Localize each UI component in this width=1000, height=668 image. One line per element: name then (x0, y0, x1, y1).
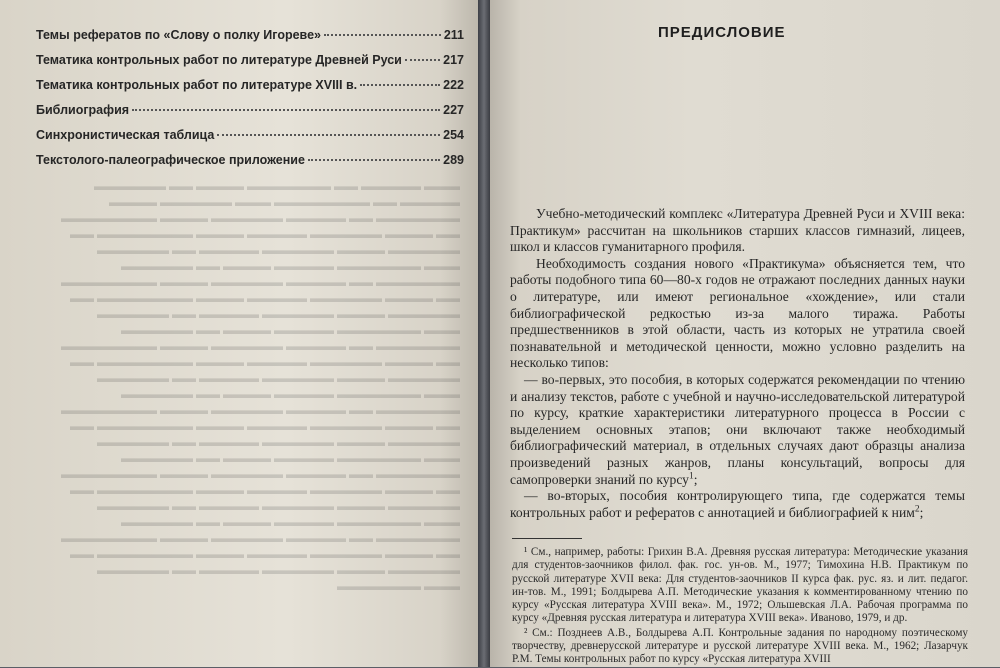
preface-paragraph: Учебно-методический комплекс «Литература Древней Руси и XVIII века: Практикум» рассчитан на школьников старших классов гимназий, лицеев, школ и классов гуманитарного профиля. (510, 206, 965, 255)
left-page (0, 0, 478, 667)
toc-leader-dots (324, 34, 441, 36)
toc-entry-title: Текстолого-палеографическое приложение (36, 153, 305, 167)
toc-leader-dots (360, 84, 440, 86)
toc-entry-title: Синхронистическая таблица (36, 128, 215, 142)
footnote-marker: 2 (914, 504, 920, 515)
footnotes (512, 546, 968, 668)
toc-entry-page: 211 (443, 28, 464, 42)
preface-list-text: — во-первых, это пособия, в которых содержатся рекомендации по чтению и анализу текстов, работе с учебной и научно-исследовательской литературой по курсу, краткие характеристики литературного процесса в России с выделением основных этапов; они включают также необходимый библиографический материал, в отдельных случаях дают образцы анализа произведений разных жанров, планы консультаций, вопросы для самопроверки знаний по курсу (510, 371, 965, 487)
toc-entry (36, 28, 464, 53)
bleed-through-texture: ▬▬▬ ▬▬▬▬▬ ▬▬ ▬▬▬▬▬▬▬ ▬▬▬▬ ▬▬ ▬▬▬▬▬▬ ▬▬▬▬▬ ▬▬ ▬▬▬▬▬▬▬▬ ▬▬▬ ▬▬▬▬▬▬ ▬▬▬▬ ▬▬▬▬▬▬▬ ▬▬ ▬▬▬▬▬ ▬▬▬▬▬▬ ▬▬▬▬ ▬▬▬▬▬▬▬▬ ▬▬ ▬▬▬▬ ▬▬▬▬▬▬ ▬▬▬▬▬ ▬▬▬▬ ▬▬▬▬▬▬▬▬ ▬▬ ▬▬▬▬▬▬ ▬▬▬▬ ▬▬▬▬▬▬ ▬▬▬▬▬ ▬▬ ▬▬▬▬▬▬ ▬▬▬ ▬▬▬▬▬▬▬ ▬▬▬▬▬ ▬▬▬▬ ▬▬ ▬▬▬▬▬▬ ▬▬▬▬▬▬▬ ▬▬ ▬▬▬▬▬ ▬▬▬▬▬▬ ▬▬▬▬ ▬▬▬▬▬▬▬▬ ▬▬ ▬▬▬▬ ▬▬▬▬▬▬ ▬▬▬▬▬ ▬▬▬▬ ▬▬▬▬▬▬▬▬ ▬▬ ▬▬▬▬▬▬ ▬▬▬▬ ▬▬▬▬▬▬ ▬▬▬▬▬ ▬▬ ▬▬▬▬▬▬ ▬▬▬ ▬▬▬▬▬▬▬ ▬▬▬▬▬ ▬▬▬▬ ▬▬ ▬▬▬▬▬▬ ▬▬▬▬▬▬▬ ▬▬ ▬▬▬▬▬ ▬▬▬▬▬▬ ▬▬▬▬ ▬▬▬▬▬▬▬▬ ▬▬ ▬▬▬▬ ▬▬▬▬▬▬ ▬▬▬▬▬ ▬▬▬▬ ▬▬▬▬▬▬▬▬ ▬▬ ▬▬▬▬▬▬ ▬▬▬▬ ▬▬▬▬▬▬ ▬▬▬▬▬ ▬▬ ▬▬▬▬▬▬ ▬▬▬ ▬▬▬▬▬▬▬ ▬▬▬▬▬ ▬▬▬▬ ▬▬ ▬▬▬▬▬▬ ▬▬▬▬▬▬▬ ▬▬ ▬▬▬▬▬ ▬▬▬▬▬▬ ▬▬▬▬ ▬▬▬▬▬▬▬▬ ▬▬ ▬▬▬▬ ▬▬▬▬▬▬ ▬▬▬▬▬ ▬▬▬▬ ▬▬▬▬▬▬▬▬ ▬▬ ▬▬▬▬▬▬ ▬▬▬▬ ▬▬▬▬▬▬ ▬▬▬▬▬ ▬▬ ▬▬▬▬▬▬ ▬▬▬ ▬▬▬▬▬▬▬ ▬▬▬▬▬ ▬▬▬▬ ▬▬ ▬▬▬▬▬▬ ▬▬▬▬▬▬▬ ▬▬ ▬▬▬▬▬ ▬▬▬▬▬▬ ▬▬▬▬ ▬▬▬▬▬▬▬▬ ▬▬ ▬▬▬▬ ▬▬▬▬▬▬ ▬▬▬▬▬ ▬▬▬▬ ▬▬▬▬▬▬▬▬ ▬▬ ▬▬▬▬▬▬ ▬▬▬▬ ▬▬▬▬▬▬ ▬▬▬▬▬ ▬▬ ▬▬▬▬▬▬ ▬▬▬ ▬▬▬▬▬▬▬ ▬▬▬▬▬ ▬▬▬▬ ▬▬ ▬▬▬▬▬▬ ▬▬▬▬▬▬▬ ▬▬ ▬▬▬▬▬ ▬▬▬▬▬▬ ▬▬▬▬ ▬▬▬▬▬▬▬▬ ▬▬ ▬▬▬▬ ▬▬▬▬▬▬ ▬▬▬▬▬ ▬▬▬▬ ▬▬▬▬▬▬▬▬ ▬▬ ▬▬▬▬▬▬ ▬▬▬▬ ▬▬▬▬▬▬ ▬▬▬▬▬ ▬▬ ▬▬▬▬▬▬ ▬▬▬ ▬▬▬▬▬▬▬ (61, 179, 460, 593)
preface-body (510, 206, 965, 521)
toc-entry (36, 53, 464, 78)
toc-entry (36, 128, 464, 153)
preface-heading: ПРЕДИСЛОВИЕ (658, 24, 786, 41)
preface-list-text: — во-вторых, пособия контролирующего типа, где содержатся темы контрольных работ и рефератов с аннотацией и библиографией к ним (510, 488, 965, 520)
toc-entry-page: 289 (443, 153, 464, 167)
list-punctuation: ; (919, 504, 924, 520)
toc-entry (36, 78, 464, 103)
toc-entry-title: Тематика контрольных работ по литературе XVIII в. (36, 78, 358, 92)
toc-leader-dots (405, 59, 440, 61)
toc-leader-dots (308, 159, 440, 161)
toc-entry-page: 254 (443, 128, 464, 142)
footnote-marker: 1 (688, 470, 694, 481)
preface-list-item (510, 372, 965, 488)
table-of-contents (36, 28, 464, 178)
toc-leader-dots (217, 134, 440, 136)
toc-entry (36, 153, 464, 178)
toc-entry-title: Темы рефератов по «Слову о полку Игореве» (36, 28, 321, 42)
toc-entry-page: 222 (443, 78, 464, 92)
toc-leader-dots (132, 109, 440, 111)
toc-entry (36, 103, 464, 128)
footnote: ¹ См., например, работы: Грихин В.А. Древняя русская литература: Методические указания для студентов-заочников филол. фак. гос. ун-ов. М., 1977; Тимохина Н.В. Практикум по русской литературе XVII века: Для студентов-заочников II курса фак. рус. яз. и лит. педагог. ин-тов. М., 1991; Болдырева А.П. Методические указания к комментированному чтению по курсу «Русская литература XVIII века». М., 1972; Ольшевская Л.А. Рабочая программа по курсу «Древняя русская литература и литература XVIII века». Иваново, 1979, и др. (512, 546, 968, 625)
footnote-separator (512, 538, 582, 539)
toc-entry-page: 217 (443, 53, 464, 67)
toc-entry-title: Библиография (36, 103, 130, 117)
preface-paragraph: Необходимость создания нового «Практикума» объясняется тем, что работы подобного типа 60—80-х годов не отражают последних данных науки о литературе, или имеют региональное «хождение», или стали библиографической редкостью из-за малого тиража. Работы предшественников в этой области, часть из которых не утратила своей познавательной и методической ценности, можно условно разделить на несколько типов: (510, 255, 965, 371)
toc-entry-page: 227 (443, 103, 464, 117)
book-spine-gutter (478, 0, 490, 667)
preface-list-item (510, 488, 965, 521)
footnote: ² См.: Позднеев А.В., Болдырева А.П. Контрольные задания по народному поэтическому творчеству, древнерусской литературе и русской литературе XVIII века. М., 1962; Лазарчук Р.М. Темы контрольных работ по курсу «Русская литература XVIII (512, 626, 968, 666)
toc-entry-title: Тематика контрольных работ по литературе Древней Руси (36, 53, 402, 67)
list-punctuation: ; (693, 471, 698, 487)
